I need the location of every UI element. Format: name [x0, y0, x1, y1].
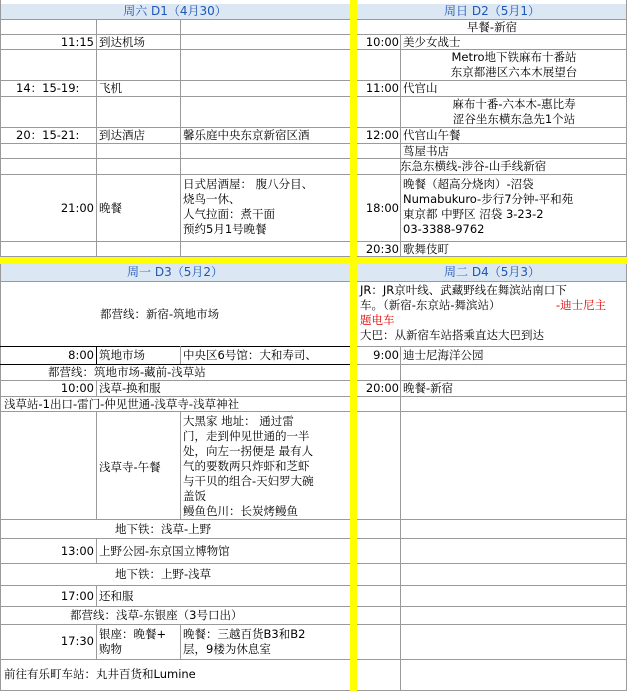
- note-line: 门，走到仲见世通的一半: [183, 429, 310, 443]
- time-cell: 10:00: [60, 381, 94, 395]
- note-line: 日式居酒屋： 腹八分目、: [183, 177, 314, 191]
- activity-sub-line: 东京都港区六本木展望台: [450, 65, 578, 79]
- note-line: 预约5月1号晚餐: [183, 222, 267, 236]
- note-cell: 馨乐庭中央东京新宿区酒: [183, 128, 310, 142]
- note-line: 盖饭: [183, 489, 206, 503]
- d4-header: 周二 D4（5月3）: [357, 264, 627, 281]
- activity-line: 晚餐（超高分烧肉）-沼袋: [403, 177, 534, 191]
- d4-intro-line: JR：JR京叶线、武藏野线在舞滨站南口下: [360, 283, 567, 297]
- activity-cell: 代官山: [403, 81, 438, 95]
- d2-header: 周日 D2（5月1）: [357, 4, 627, 19]
- time-cell: 20:30: [365, 242, 399, 256]
- note-line: 处，向左一拐便是 最有人: [183, 444, 314, 458]
- activity-line: 银座：晚餐+: [99, 627, 167, 641]
- transit-row: 浅草站-1出口-雷门-仲见世通-浅草寺-浅草神社: [4, 397, 240, 411]
- activity-cell: 晚餐-新宿: [403, 381, 454, 395]
- transit-row: 都营线：筑地市场-藏前-浅草站: [48, 365, 206, 379]
- activity-cell: 到达酒店: [99, 128, 145, 142]
- transit-row: 都营线：浅草-东银座（3号口出）: [70, 608, 243, 622]
- activity-sub-line: Metro地下铁麻布十番站: [451, 50, 577, 64]
- transit-row: 地下铁：上野-浅草: [115, 567, 212, 581]
- time-cell: 12:00: [365, 128, 399, 142]
- activity-line: 東京都 中野区 沼袋 3-23-2: [403, 207, 544, 221]
- note-cell: 中央区6号馆：大和寿司、: [183, 348, 317, 362]
- activity-sub-line: 麻布十番-六本木-惠比寿: [452, 97, 576, 111]
- activity-cell: 上野公园-东京国立博物馆: [99, 544, 230, 558]
- time-cell: 11:00: [365, 81, 399, 95]
- note-line: 大黑家 地址： 通过雷: [183, 414, 294, 428]
- time-cell: 10:00: [365, 35, 399, 49]
- d4-intro-line: 大巴：从新宿车站搭乘直达大巴到达: [360, 328, 544, 342]
- activity-cell: 茑屋书店: [403, 144, 449, 158]
- activity-cell: 飞机: [99, 81, 122, 95]
- activity-cell: 代官山午餐: [403, 128, 461, 142]
- transit-row: 前往有乐町车站：丸井百货和Lumine: [4, 667, 196, 681]
- time-cell: 17:30: [60, 634, 94, 648]
- activity-cell: 晚餐: [99, 201, 122, 215]
- time-cell: 17:00: [60, 589, 94, 603]
- activity-line: 03-3388-9762: [403, 222, 485, 236]
- activity-cell: 东急东横线-涉谷-山手线新宿: [400, 159, 547, 173]
- note-line: 层，9楼为休息室: [183, 642, 271, 656]
- time-cell: 11:15: [60, 35, 94, 49]
- activity-cell: 浅草-换和服: [99, 381, 161, 395]
- vertical-day-divider: [350, 0, 357, 691]
- time-cell: 20:00: [365, 381, 399, 395]
- note-line: 烧鸟一休、: [183, 192, 241, 206]
- d4-intro-line: 车。（新宿-东京站-舞滨站）: [360, 298, 501, 312]
- d4-intro-highlight: 题电车: [360, 313, 395, 327]
- note-line: 晚餐：三越百货B3和B2: [183, 627, 306, 641]
- activity-cell: 歌舞伎町: [403, 242, 449, 256]
- time-cell: 14：15-19:: [16, 81, 80, 95]
- activity-line: Numabukuro-步行7分钟-平和苑: [403, 192, 574, 206]
- d2-top-note: 早餐-新宿: [466, 20, 518, 34]
- time-cell: 21:00: [60, 201, 94, 215]
- transit-row: 地下铁：浅草-上野: [115, 522, 212, 536]
- activity-sub-line: 涩谷坐东横东急先1个站: [452, 112, 576, 126]
- time-cell: 9:00: [373, 348, 399, 362]
- d3-header: 周一 D3（5月2）: [0, 264, 350, 281]
- activity-cell: 浅草寺-午餐: [99, 460, 161, 474]
- horizontal-day-divider: [0, 257, 627, 264]
- activity-line: 购物: [99, 642, 122, 656]
- time-cell: 13:00: [60, 544, 94, 558]
- note-line: 气的要数两只炸虾和芝虾: [183, 459, 310, 473]
- transit-row: 都营线：新宿-筑地市场: [100, 307, 220, 321]
- activity-cell: 还和服: [99, 589, 134, 603]
- activity-cell: 筑地市场: [99, 348, 145, 362]
- time-cell: 20：15-21:: [16, 128, 80, 142]
- activity-cell: 到达机场: [99, 35, 145, 49]
- note-line: 人气拉面：煮干面: [183, 207, 275, 221]
- activity-cell: 迪士尼海洋公园: [403, 348, 484, 362]
- d1-header: 周六 D1（4月30）: [0, 4, 350, 19]
- time-cell: 18:00: [365, 201, 399, 215]
- activity-cell: 美少女战士: [403, 35, 461, 49]
- note-line: 鳗鱼色川：长炭烤鳗鱼: [183, 504, 298, 518]
- d4-intro-highlight: -迪士尼主: [556, 298, 607, 312]
- note-line: 与干贝的组合-天妇罗大碗: [183, 474, 314, 488]
- time-cell: 8:00: [68, 348, 94, 362]
